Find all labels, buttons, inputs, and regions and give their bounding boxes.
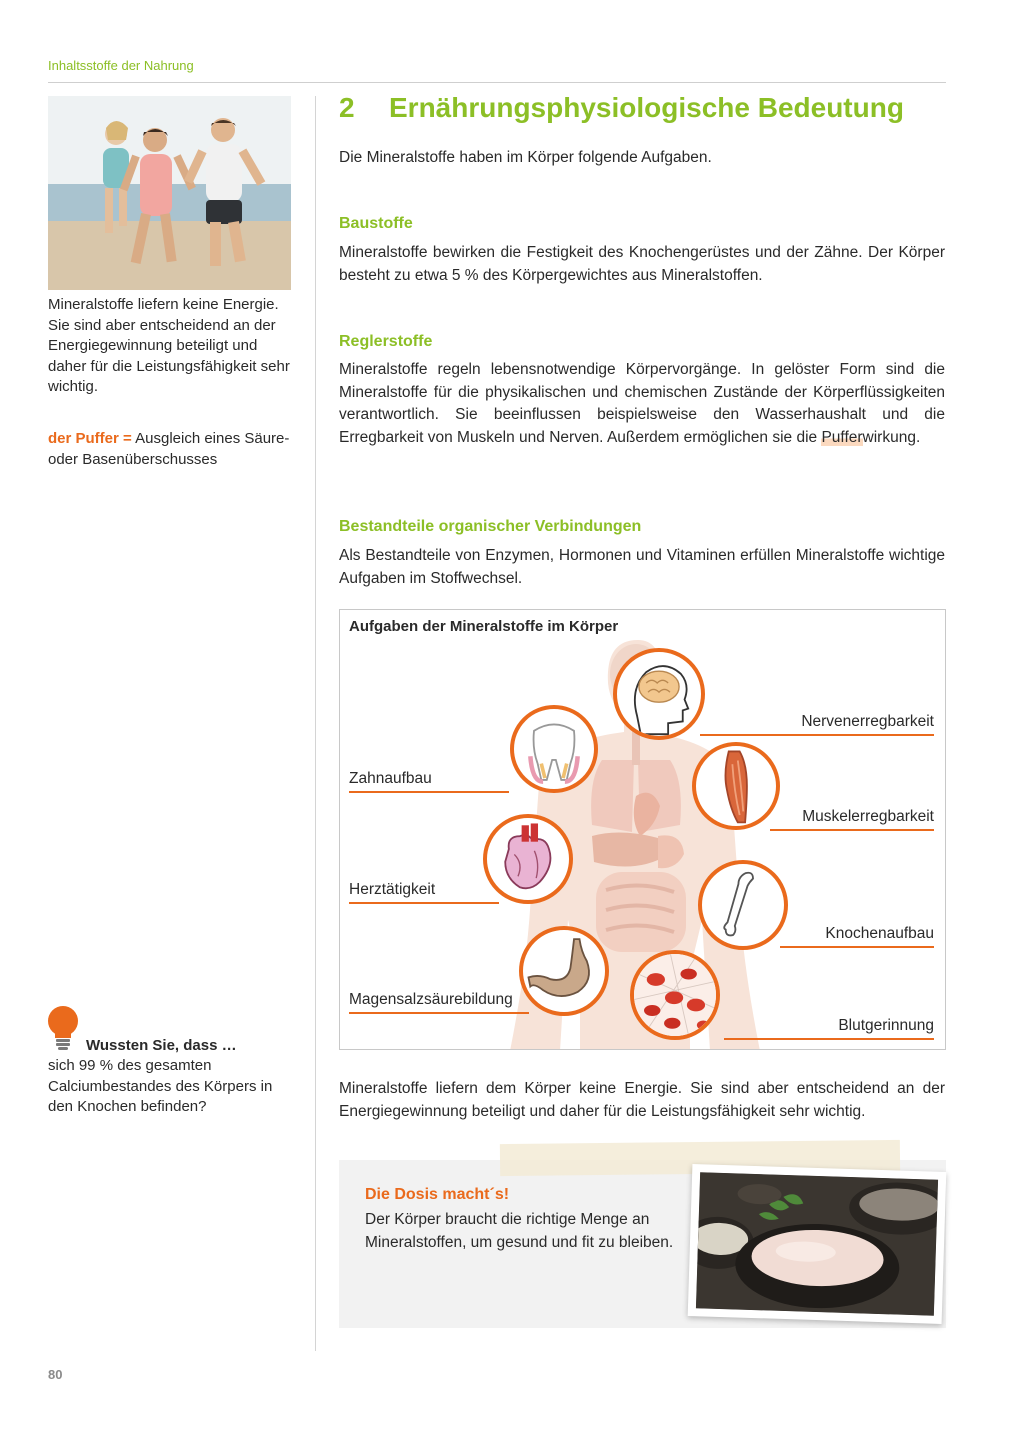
tip-title: Die Dosis macht´s! — [365, 1186, 510, 1203]
tip-text: Der Körper braucht die richtige Menge an Mineralstoffen, um gesund und fit zu bleiben. — [365, 1211, 674, 1251]
label-nervenerregbarkeit: Nervenerregbarkeit — [700, 713, 934, 736]
bone-circle — [698, 860, 788, 950]
tooth-circle — [510, 705, 598, 793]
paragraph-bestandteile: Als Bestandteile von Enzymen, Hormonen und Vitaminen erfüllen Mineralstoffe wichtige Aufgaben im Stoffwechsel. — [339, 547, 945, 587]
running-head: Inhaltsstoffe der Nahrung — [48, 58, 194, 73]
heading-reglerstoffe: Reglerstoffe — [339, 333, 433, 350]
minerals-diagram — [339, 609, 946, 1050]
salt-bowls-image — [696, 1172, 938, 1315]
stomach-icon — [523, 930, 605, 1012]
fact-title: Wussten Sie, dass … — [86, 1037, 237, 1054]
diagram-title: Aufgaben der Mineralstoffe im Körper — [349, 618, 619, 635]
reglerstoffe-text-end: wirkung. — [862, 428, 921, 446]
label-herztaetigkeit: Herztätigkeit — [349, 881, 499, 904]
paragraph-reglerstoffe — [339, 359, 945, 449]
chapter-title-text: Ernährungsphysiologische Bedeutung — [389, 92, 904, 123]
paragraph-baustoffe: Mineralstoffe bewirken die Festigkeit des Knochengerüstes und der Zähne. Der Körper besteht zu etwa 5 % des Körpergewichtes aus Mineralstoffen. — [339, 244, 945, 284]
heading-bestandteile: Bestandteile organischer Verbindungen — [339, 518, 642, 535]
blood-cells-icon — [634, 954, 716, 1036]
brain-head-icon — [617, 652, 701, 736]
fact-body: sich 99 % des gesamten Calciumbestandes des Körpers in den Knochen befinden? — [48, 1057, 273, 1115]
brain-circle — [613, 648, 705, 740]
heart-icon — [487, 818, 569, 900]
highlight-puffer: Puffer — [821, 428, 863, 446]
blood-circle — [630, 950, 720, 1040]
glossary-term: der Puffer = — [48, 430, 132, 447]
lightbulb-icon — [46, 1005, 80, 1051]
heading-baustoffe: Baustoffe — [339, 215, 413, 232]
muscle-icon — [696, 746, 776, 826]
intro-paragraph: Die Mineralstoffe haben im Körper folgende Aufgaben. — [339, 149, 712, 166]
chapter-number: 2 — [339, 92, 355, 123]
reglerstoffe-text-start: Mineralstoffe regeln lebensnotwendige Körpervorgänge. In gelöster Form sind die Mineralstoffe für die physikalischen und chemischen Zustände der Körperflüssigkeiten verantwortlich. Sie beeinflussen beispielsweise den Wasserhaushalt und die Erregbarkeit von Muskeln und Nerven. Außerdem ermöglichen sie die — [339, 361, 945, 446]
glossary-entry — [48, 429, 298, 470]
bone-icon — [702, 864, 784, 946]
header-rule — [48, 82, 946, 83]
label-zahnaufbau: Zahnaufbau — [349, 770, 509, 793]
label-knochenaufbau: Knochenaufbau — [780, 925, 934, 948]
glossary-definition: Ausgleich eines Säure- oder Basenüberschusses — [48, 430, 290, 468]
label-blutgerinnung: Blutgerinnung — [724, 1017, 934, 1040]
label-magensalzsaeurebildung: Magensalzsäurebildung — [349, 991, 529, 1014]
tooth-icon — [514, 709, 594, 789]
runners-photo — [48, 96, 291, 290]
column-divider — [315, 96, 316, 1351]
stomach-circle — [519, 926, 609, 1016]
sidebar-caption: Mineralstoffe liefern keine Energie. Sie sind aber entscheidend an der Energiegewinnung beteiligt und daher für die Leistungsfähigkeit sehr wichtig. — [48, 296, 290, 395]
muscle-circle — [692, 742, 780, 830]
label-muskelerregbarkeit: Muskelerregbarkeit — [770, 808, 934, 831]
chapter-title — [339, 92, 904, 124]
page-number: 80 — [48, 1367, 63, 1382]
salt-photo — [688, 1164, 947, 1324]
closing-paragraph: Mineralstoffe liefern dem Körper keine Energie. Sie sind aber entscheidend an der Energiegewinnung beteiligt und daher für die Leistungsfähigkeit sehr wichtig. — [339, 1080, 945, 1120]
